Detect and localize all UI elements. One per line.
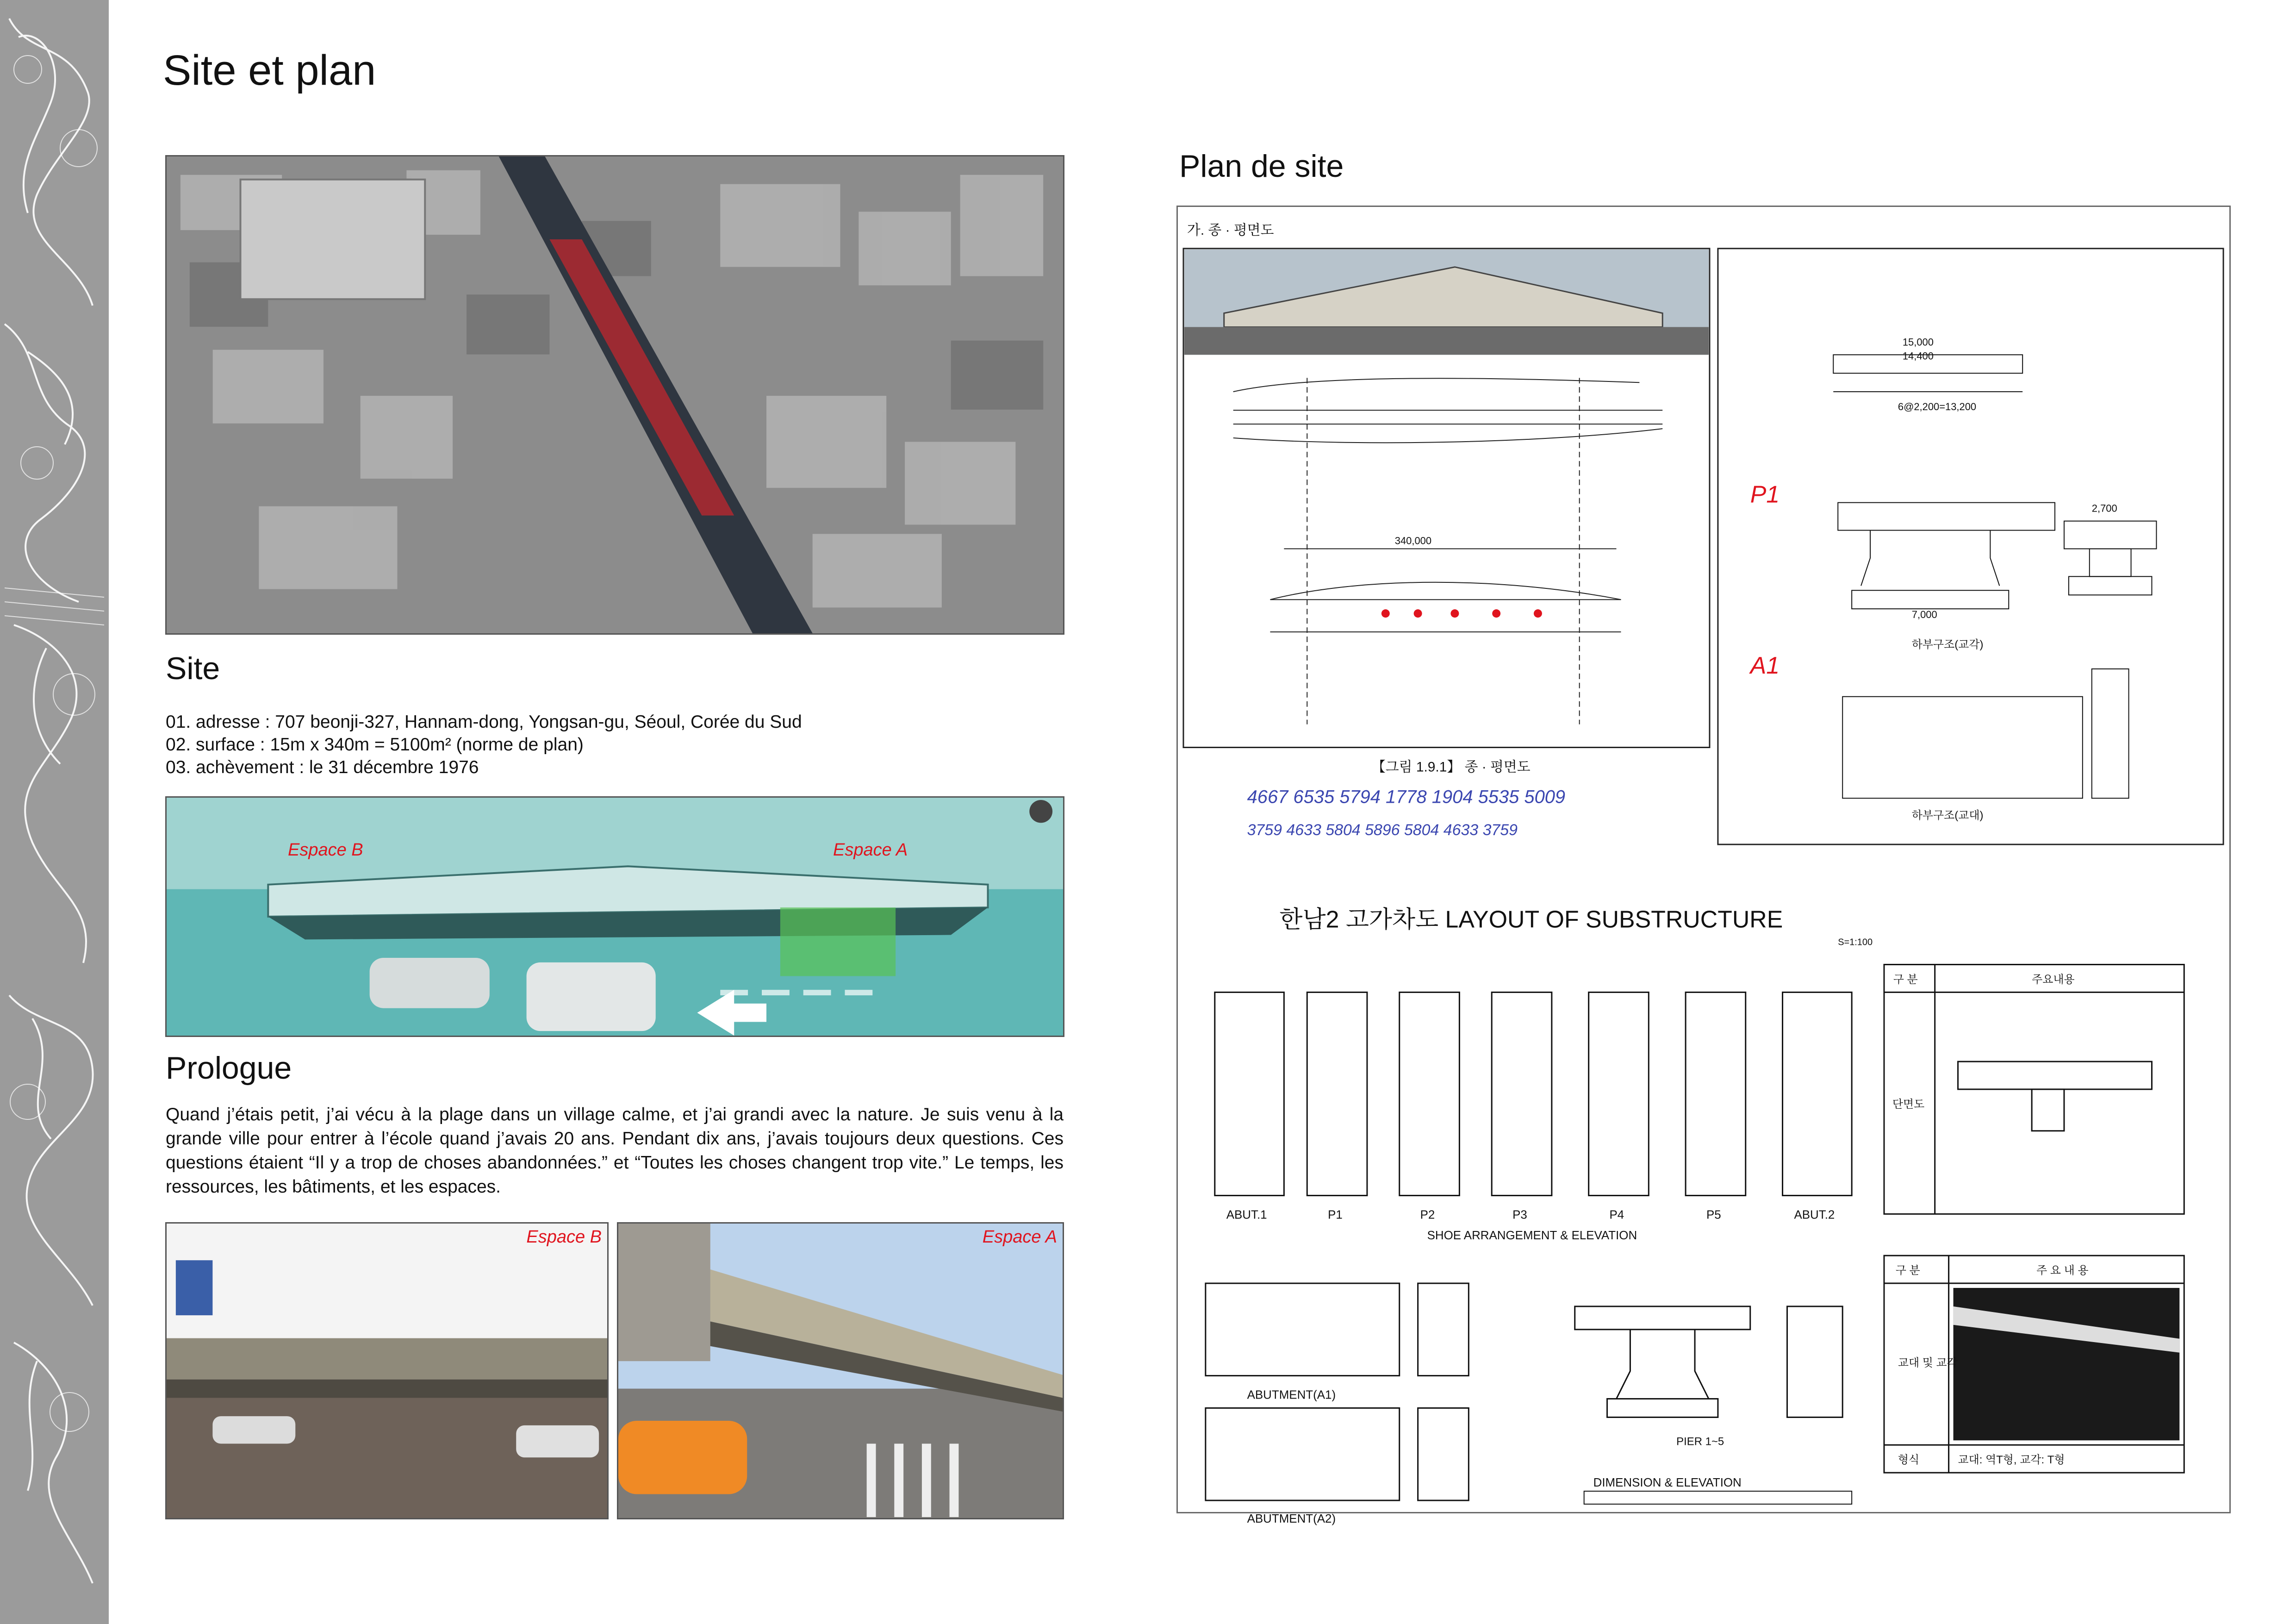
dim-340000: 340,000 (1394, 535, 1432, 547)
table2-form-value: 교대: 역T형, 교각: T형 (1958, 1454, 2065, 1467)
table2-row: 교대 및 교각 (1898, 1356, 1958, 1369)
aerial-site-photo (165, 155, 1064, 635)
prologue-heading: Prologue (166, 1050, 292, 1086)
elev-p2: P2 (1420, 1208, 1435, 1222)
abutment-a1-caption: ABUTMENT(A1) (1247, 1388, 1336, 1402)
dim-6x2200: 6@2,200=13,200 (1898, 401, 1977, 413)
dim-2700: 2,700 (2091, 502, 2117, 514)
sheet-header: 가. 종 · 평면도 (1187, 222, 1274, 238)
plan-drawing-sheet (1176, 206, 2231, 1525)
site-heading: Site (166, 651, 220, 686)
dimension-caption: DIMENSION & ELEVATION (1593, 1476, 1742, 1490)
pier-label-p1: P1 (1750, 481, 1780, 508)
abutment-a2-caption: ABUTMENT(A2) (1247, 1512, 1336, 1525)
pier-caption: PIER 1~5 (1676, 1435, 1724, 1448)
photo-b-label: Espace B (526, 1227, 602, 1247)
pier-label-a1: A1 (1750, 651, 1780, 679)
elev-p3: P3 (1512, 1208, 1527, 1222)
table2-form-label: 형식 (1898, 1454, 1920, 1467)
shoe-caption: SHOE ARRANGEMENT & ELEVATION (1427, 1229, 1637, 1243)
elev-p4: P4 (1609, 1208, 1624, 1222)
sub-caption-pier: 하부구조(교각) (1911, 638, 1984, 651)
decorative-sidebar (0, 0, 109, 1624)
table2-col2: 주 요 내 용 (2036, 1264, 2089, 1277)
table1-row: 단면도 (1892, 1098, 1925, 1111)
table2-col1: 구 분 (1895, 1264, 1920, 1277)
photo-space-b (165, 1222, 609, 1519)
elev-p5: P5 (1706, 1208, 1721, 1222)
space-b-label: Espace B (288, 840, 363, 860)
space-a-label: Espace A (833, 840, 908, 860)
handwritten-row-2: 3759 4633 5804 5896 5804 4633 3759 (1247, 821, 1518, 839)
layout-title: 한남2 고가차도 LAYOUT OF SUBSTRUCTURE (1279, 906, 1783, 933)
street-view-photo (165, 796, 1064, 1037)
sub-caption-abutment: 하부구조(교대) (1911, 809, 1984, 822)
table1-col2: 주요내용 (2032, 973, 2075, 986)
site-info-list (166, 711, 802, 779)
table1-col1: 구 분 (1893, 973, 1918, 986)
photo-a-label: Espace A (982, 1227, 1057, 1247)
dim-15000: 15,000 (1902, 336, 1934, 348)
elev-p1: P1 (1328, 1208, 1343, 1222)
info-address: 01. adresse : 707 beonji-327, Hannam-dong, Yongsan-gu, Séoul, Corée du Sud (166, 712, 802, 732)
photo-space-a (617, 1222, 1064, 1519)
layout-scale: S=1:100 (1838, 937, 1873, 948)
prologue-text: Quand j’étais petit, j’ai vécu à la plage dans un village calme, et j’ai grandi avec la nature. Je suis venu à la grande ville pour entrer à l’école quand j’avais 20 ans. Pendant dix ans, j’avais toujours deux questions. Ces questions étaient “Il y a trop de choses abandonnées.” et “Toutes les choses changent trop vite.” Le temps, les ressources, les bâtiments, et les espaces. (166, 1105, 1064, 1197)
info-surface: 02. surface : 15m x 340m = 5100m² (norme de plan) (166, 735, 584, 755)
tree-illustration (0, 0, 109, 1624)
dim-7000: 7,000 (1911, 609, 1937, 621)
elev-abut1: ABUT.1 (1226, 1208, 1267, 1222)
plan-heading: Plan de site (1179, 149, 1344, 184)
info-completion: 03. achèvement : le 31 décembre 1976 (166, 757, 479, 777)
dim-14400: 14,400 (1902, 350, 1934, 362)
elev-abut2: ABUT.2 (1794, 1208, 1835, 1222)
handwritten-row-1: 4667 6535 5794 1778 1904 5535 5009 (1247, 787, 1566, 807)
page-title: Site et plan (163, 47, 376, 94)
figure-caption: 【그림 1.9.1】 종 · 평면도 (1371, 759, 1531, 775)
